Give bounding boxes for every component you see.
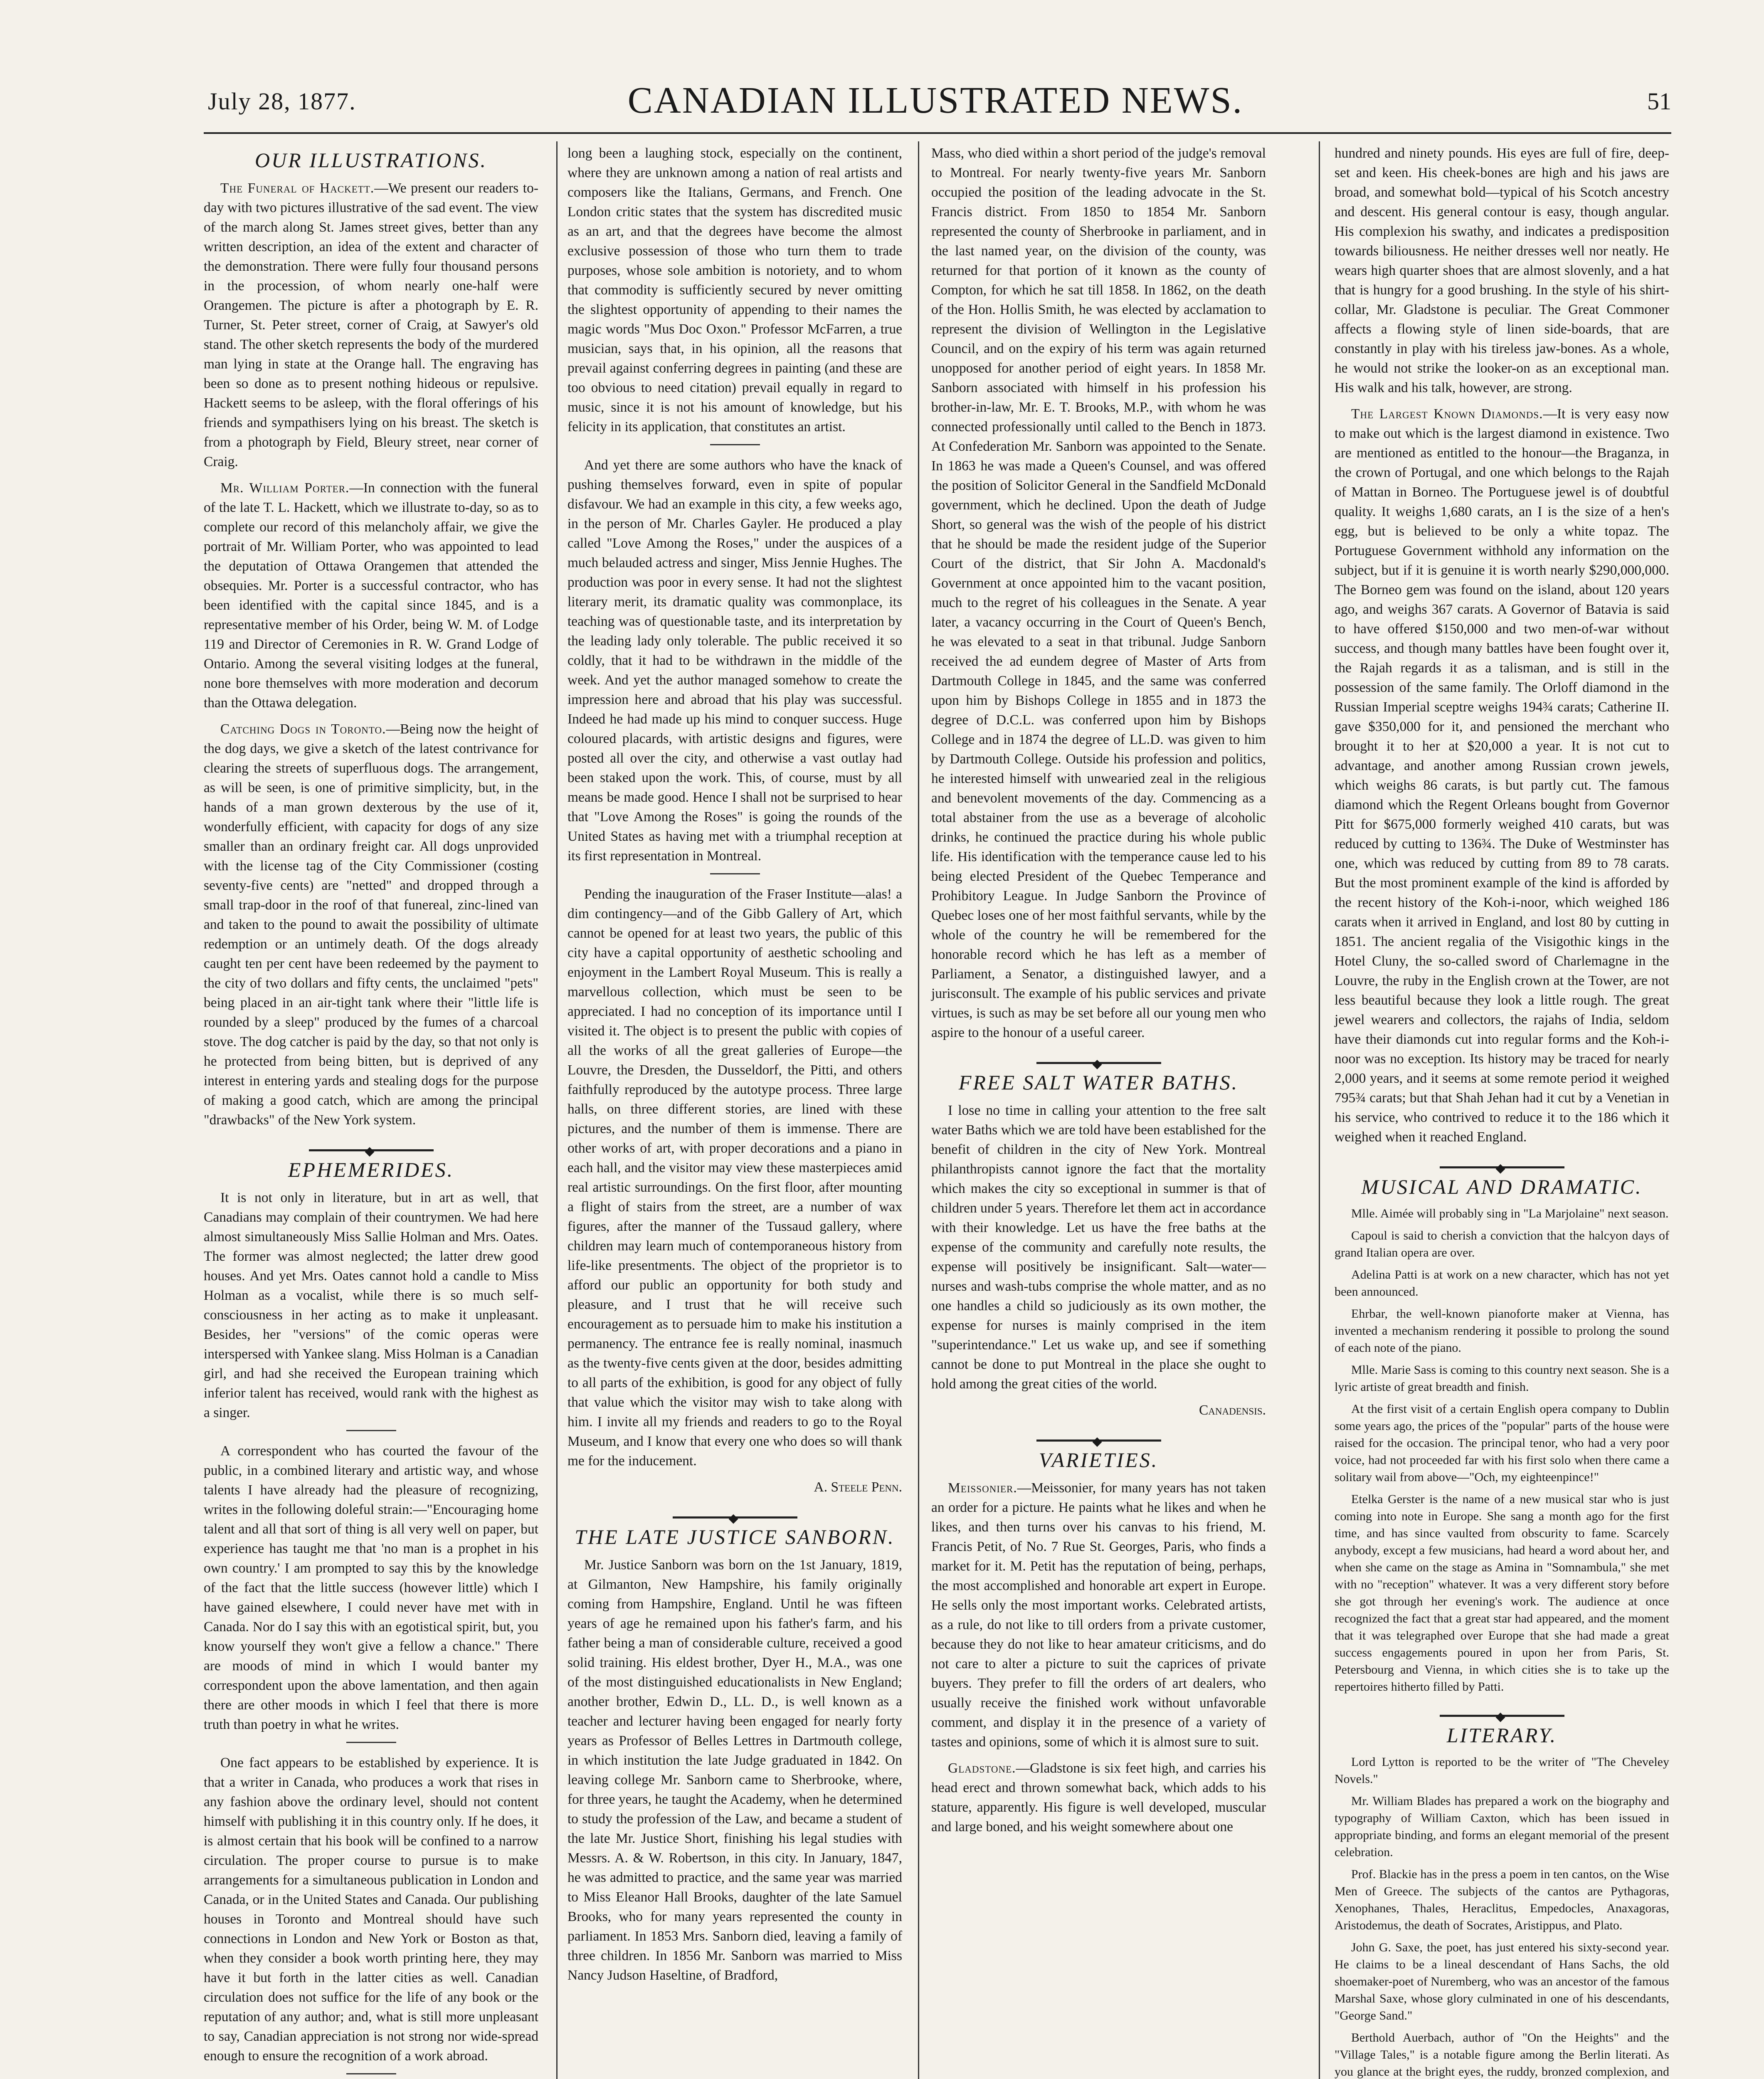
news-item: Adelina Patti is at work on a new character, which has not yet been announced. (1335, 1268, 1669, 1299)
run-in-head: Mr. William Porter. (220, 480, 350, 496)
news-item: Lord Lytton is reported to be the writer of "The Cheveley Novels." (1335, 1755, 1669, 1786)
section-heading-baths: FREE SALT WATER BATHS. (958, 1071, 1239, 1094)
column-3 (931, 143, 1266, 1843)
news-item: Mlle. Marie Sass is coming to this country next season. She is a lyric artiste of great breadth and finish. (1335, 1363, 1669, 1394)
news-item: Ehrbar, the well-known pianoforte maker at Vienna, has invented a mechanism rendering it possible to prolong the sound of each note of the piano. (1335, 1307, 1669, 1355)
news-item: Mr. William Blades has prepared a work on the biography and typography of William Caxton, which has been issued in appropriate binding, and forms an elegant memorial of the present celebration. (1335, 1794, 1669, 1859)
column-1 (204, 143, 538, 2079)
section-heading-literary: LITERARY. (1446, 1723, 1557, 1747)
section-heading-musical: MUSICAL AND DRAMATIC. (1361, 1175, 1643, 1198)
article-paragraph: And yet there are some authors who have the knack of pushing themselves forward, even in spite of popular disfavour. We had an example in this city, a few weeks ago, in the person of Mr. Charles Gayler. He produced a play called "Love Among the Roses," under the auspices of a much belauded actress and singer, Miss Jennie Hughes. The production was poor in every sense. It had not the slightest literary merit, its dramatic quality was commonplace, its teaching was of questionable taste, and its interpretation by the leading lady only tolerable. The public received it so coldly, that it had to be withdrawn in the middle of the week. And yet the author managed somehow to create the impression here and abroad that his play was successful. Indeed he had made up his mind to conquer success. Huge coloured placards, with artistic designs and figures, were posted all over the city, and otherwise a vast outlay had been staked upon the work. This, of course, must by all means be made good. Hence I shall not be surprised to hear that "Love Among the Roses" is going the rounds of the United States as having met with a triumphal reception at its first representation in Montreal. (567, 457, 902, 864)
article-paragraph: A correspondent who has courted the favour of the public, in a combined literary and artistic way, and whose talents I have already had the pleasure of recognizing, writes in the following doleful strain:—"Encouraging home talent and all that sort of thing is all very well on paper, but experience has taught me that 'no man is a prophet in his own country.' I am prompted to say this by the knowledge of the fact that the little success (however little) which I have gained elsewhere, I could never have met with in Canada. Nor do I say this with an egotistical spirit, but, you know yourself they won't give a fellow a chance." There are moods of mind in which I would banter my correspondent upon the above lamentation, and then again there are other moods in which I feel that there is more truth than poetry in what he writes. (204, 1443, 538, 1732)
short-rule (346, 2073, 396, 2074)
section-divider (204, 1139, 538, 1150)
column-rule (918, 141, 919, 2079)
article-paragraph: Gladstone.—Gladstone is six feet high, and carries his head erect and thrown somewhat back, which adds to his stature, apparently. His figure is well developed, muscular and large boned, and his weight somewhere about one (931, 1760, 1266, 1835)
author-signature: A. Steele Penn. (814, 1479, 902, 1495)
news-item: Etelka Gerster is the name of a new musical star who is just coming into note in Europe. She sang a month ago for the first time, and has since vaulted from obscurity to fame. Scarcely anybody, except a few musicians, had heard a word about her, and when she came on the stage as Amina in "Somnambula," she met with no "reception" whatever. It was a very different story before she got through her evening's work. The audience at once recognized the fact that a great star had appeared, and the moment that it was telegraphed over Europe that she had made a great success engagements poured in upon her from Paris, St. Petersbourg and Vienna, in which cities she is to take up the repertoires hitherto filled by Patti. (1335, 1492, 1669, 1694)
article-paragraph: Mass, who died within a short period of the judge's removal to Montreal. For nearly twenty-five years Mr. Sanborn occupied the position of the leading advocate in the St. Francis district. From 1850 to 1854 Mr. Sanborn represented the county of Sherbrooke in parliament, and in the last named year, on the division of the county, was returned for that portion of it known as the county of Compton, for which he sat till 1858. In 1862, on the death of the Hon. Hollis Smith, he was elected by acclamation to represent the division of Wellington in the Legislative Council, and on the expiry of his term was again returned unopposed for another period of eight years. In 1858 Mr. Sanborn associated with himself in his profession his brother-in-law, Mr. E. T. Brooks, M.P., with whom he was connected professionally until called to the Bench in 1873. At Confederation Mr. Sanborn was appointed to the Senate. In 1863 he was made a Queen's Counsel, and was offered the position of Solicitor General in the Sandfield McDonald government, which he declined. Upon the death of Judge Short, so general was the wish of the people of his district that he should be made the resident judge of the Superior Court of the district, that Sir John A. Macdonald's Government at once appointed him to the vacant position, much to the regret of his colleagues in the Senate. A year later, a vacancy occurring in the Court of Queen's Bench, he was elevated to a seat in that tribunal. Judge Sanborn received the ad eundem degree of Master of Arts from Dartmouth College in 1845, and the same was conferred upon him by Bishops College in 1855 and in 1873 the degree of D.C.L. was conferred upon him by Bishops College and in 1874 the degree of LL.D. was given to him by Dartmouth College. Outside his profession and politics, he interested himself with unwearied zeal in the religious and benevolent movements of the day. Commencing as a total abstainer from the use as a beverage of alcoholic drinks, he continued the practice during his whole public life. His identification with the temperance cause led to his being elected President of the Quebec Temperance and Prohibitory League. In Judge Sanborn the Province of Quebec loses one of her most faithful servants, while by the whole of the country he will be remembered for the honorable record which he has left as a member of Parliament, a Senator, a distinguished lawyer, and a jurisconsult. The example of his public services and private virtues, is such as may be set before all our young men who aspire to the honour of a useful career. (931, 146, 1266, 1040)
news-item: Berthold Auerbach, author of "On the Heights" and the "Village Tales," is a notable figure among the Berlin literati. As you glance at the bright eyes, the ruddy, bronzed complexion, and (1335, 2031, 1669, 2079)
news-item: Prof. Blackie has in the press a poem in ten cantos, on the Wise Men of Greece. The subjects of the cantos are Pythagoras, Xenophanes, Thales, Heraclitus, Empedocles, Anaxagoras, Aristodemus, the death of Socrates, Aristippus, and Plato. (1335, 1867, 1669, 1932)
article-paragraph: hundred and ninety pounds. His eyes are full of fire, deep-set and keen. His cheek-bones are high and his jaws are broad, and somewhat bold—typical of his Scotch ancestry and descent. His general contour is easy, though angular. His complexion his swathy, and indicates a predisposition towards biliousness. He neither dresses well nor neatly. He wears high quarter shoes that are almost slovenly, and a hat that is hungry for a good brushing. In the style of his shirt-collar, Mr. Gladstone is peculiar. The Great Commoner affects a flowing style of linen side-boards, that are constantly in play with his tireless jaw-bones. As a whole, he would not strike the looker-on as an exceptional man. His walk and his talk, however, are strong. (1335, 146, 1669, 395)
issue-date: July 28, 1877. (208, 88, 356, 115)
article-paragraph: The Largest Known Diamonds.—It is very easy now to make out which is the largest diamond in existence. Two are mentioned as entitled to the honour—the Braganza, in the crown of Portugal, and one which belongs to the Rajah of Mattan in Borneo. The Portuguese jewel is of doubtful quality. It weighs 1,680 carats, an I is the size of a hen's egg, but is believed to be only a white topaz. The Portuguese Government withhold any information on the subject, but if it is genuine it is worth nearly $290,000,000. The Borneo gem was found on the island, about 120 years ago, and weighs 367 carats. A Governor of Batavia is said to have offered $150,000 and two men-of-war without success, and though many battles have been fought over it, the Rajah regards it as a talisman, and is still in the possession of the same family. The Orloff diamond in the Russian Imperial sceptre weighs 194¾ carats; Catherine II. gave $350,000 for it, and pensioned the merchant who brought it to her at $20,000 a year. It is not cut to advantage, and another among Russian crown jewels, which weighs 86 carats, is but partly cut. The famous diamond which the Regent Orleans bought from Governor Pitt for $675,000 formerly weighed 410 carats, but was reduced by cutting to 136¾. The Duke of Westminster has one, which was reduced by cutting from 89 to 78 carats. But the most prominent example of the kind is afforded by the recent history of the Koh-i-noor, which weighed 186 carats when it arrived in England, and lost 80 by cutting in 1851. The ancient regalia of the Visigothic kings in the Hotel Cluny, the so-called sword of Charlemagne in the Louvre, the ruby in the English crown at the Tower, are not less beautiful because they look a little rough. The great jewel wearers and collectors, the rajahs of India, seldom have their diamonds cut into regular forms and the Koh-i-noor was no exception. Its history may be traced for nearly 2,000 years, and it seems at some remote period it weighed 795¾ carats; but that Shah Jehan had it cut by a Venetian in his service, who contrived to reduce it to the 186 which it weighed when it reached England. (1335, 406, 1669, 1145)
masthead-rule (204, 132, 1671, 134)
news-item: At the first visit of a certain English opera company to Dublin some years ago, the prices of the "popular" parts of the house were raised for the occasion. The principal tenor, who had a very poor voice, had not proceeded far with his first solo when there came a solitary wail from above—"Och, my eighteenpince!" (1335, 1402, 1669, 1484)
news-item: Capoul is said to cherish a conviction that the halcyon days of grand Italian opera are over. (1335, 1229, 1669, 1259)
section-divider (931, 1052, 1266, 1062)
literary-items (1335, 1753, 1669, 2079)
run-in-head: The Funeral of Hackett. (220, 180, 375, 196)
column-4 (1335, 143, 1669, 2079)
run-in-head: Catching Dogs in Toronto. (220, 721, 386, 737)
short-rule (710, 444, 760, 445)
column-rule (556, 141, 558, 2079)
short-rule (346, 1742, 396, 1743)
musical-items (1335, 1205, 1669, 1695)
masthead (200, 79, 1671, 125)
article-paragraph: The Funeral of Hackett.—We present our readers to-day with two pictures illustrative of the sad event. The view of the march along St. James street gives, better than any written description, an idea of the extent and character of the demonstration. There were fully four thousand persons in the procession, of whom nearly one-half were Orangemen. The picture is after a photograph by E. R. Turner, St. Peter street, corner of Craig, at Sawyer's old stand. The other sketch represents the body of the murdered man lying in state at the Orange hall. The engraving has been so done as to present nothing hideous or repulsive. Hackett seems to be asleep, with the floral offerings of his friends and sympathisers lying on his breast. The sketch is from a photograph by Field, Bleury street, near corner of Craig. (204, 180, 538, 469)
section-heading-varieties: VARIETIES. (1039, 1448, 1159, 1472)
section-divider (1335, 1704, 1669, 1715)
article-paragraph: Mr. William Porter.—In connection with the funeral of the late T. L. Hackett, which we illustrate to-day, so as to complete our record of this melancholy affair, we give the portrait of Mr. William Porter, who was appointed to lead the deputation of Ottawa Orangemen that attended the obsequies. Mr. Porter is a successful contractor, who has been identified with the capital since 1845, and is a representative member of his Order, being W. M. of Lodge 119 and Director of Ceremonies in R. W. Grand Lodge of Ontario. Among the several visiting lodges at the funeral, none bore themselves with more moderation and decorum than the Ottawa delegation. (204, 480, 538, 711)
article-paragraph: Meissonier.—Meissonier, for many years has not taken an order for a picture. He paints what he likes and when he likes, and then turns over his canvas to his friend, M. Francis Petit, of No. 7 Rue St. Georges, Paris, who finds a market for it. M. Petit has the reputation of being, perhaps, the most accomplished and honorable art expert in Europe. He sells only the most important works. Celebrated artists, as a rule, do not like to till orders from a private customer, because they do not like to hear amateur criticisms, and do not care to alter a picture to suit the caprices of private buyers. They prefer to fill the orders of art dealers, who usually receive the finished work without unfavorable comment, and display it in the presence of a variety of tastes and opinions, some of which it is almost sure to suit. (931, 1480, 1266, 1750)
article-paragraph: I lose no time in calling your attention to the free salt water Baths which we are told have been established for the benefit of children in the city of New York. Montreal philanthropists cannot ignore the fact that the mortality which makes the city so exceptional in summer is that of children under 5 years. Therefore let them act in accordance with their knowledge. Let us have the free baths at the expense of the community and carefully note results, the expense will positively be insignificant. Salt—water—nurses and wash-tubs comprise the whole matter, and as no one handles a child so judiciously as its own mother, the expense for nurses is mainly comprised in the item "superintendance." Let us wake up, and see if something cannot be done to put Montreal in the place she ought to hold among the great cities of the world. (931, 1103, 1266, 1392)
article-paragraph: Pending the inauguration of the Fraser Institute—alas! a dim contingency—and of the Gibb Gallery of Art, which cannot be opened for at least two years, the public of this city have a capital opportunity of aesthetic schooling and enjoyment in the Lambert Royal Museum. This is really a marvellous collection, which must be seen to be appreciated. I had no conception of its importance until I visited it. The object is to present the public with copies of all the works of all the great galleries of Europe—the Louvre, the Dresden, the Dusseldorf, the Pitti, and others faithfully reproduced by the autotype process. Three large halls, on three different stories, are lined with these pictures, and the number of them is immense. There are other works of art, with proper decorations and a piano in each hall, and the visitor may view these masterpieces amid real artistic surroundings. On the first floor, after mounting a flight of stairs from the street, are a number of wax figures, after the manner of the Tussaud gallery, where children may learn much of contemporaneous history from life-like presentments. The object of the proprietor is to afford our public an opportunity for both study and pleasure, and I trust that he will receive such encouragement as to persuade him to make his institution a permanency. The entrance fee is really nominal, inasmuch as the twenty-five cents given at the door, besides admitting to all parts of the exhibition, is good for any object of fully that value which the visitor may wish to take along with him. I invite all my friends and readers to go to the Royal Museum, and I know that every one who does so will thank me for the inducement. (567, 886, 902, 1469)
news-item: John G. Saxe, the poet, has just entered his sixty-second year. He claims to be a lineal descendant of Hans Sachs, the old shoemaker-poet of Nuremberg, who was an ancestor of the famous Marshal Saxe, whose glory culminated in one of his descendants, "George Sand." (1335, 1941, 1669, 2022)
article-paragraph: Mr. Justice Sanborn was born on the 1st January, 1819, at Gilmanton, New Hampshire, his family originally coming from Hampshire, England. Until he was fifteen years of age he remained upon his father's farm, and his father being a man of considerable culture, received a good solid training. His eldest brother, Dyer H., M.A., was one of the most distinguished educationalists in New England; another brother, Edwin D., LL. D., is well known as a teacher and lecturer having been engaged for nearly forty years as Professor of Belles Lettres in Dartmouth college, in which institution the late Judge graduated in 1842. On leaving college Mr. Sanborn came to Sherbrooke, where, for three years, he taught the Academy, when he determined to study the profession of the Law, and became a student of the late Mr. Justice Short, finishing his legal studies with Messrs. A. & W. Robertson, in this city. In January, 1847, he was admitted to practice, and the same year was married to Miss Eleanor Hall Brooks, daughter of the late Samuel Brooks, who for many years represented the county in parliament. In 1853 Mrs. Sanborn died, leaving a family of three children. In 1856 Mr. Sanborn was married to Miss Nancy Judson Haseltine, of Bradford, (567, 1557, 902, 1983)
section-heading-sanborn: THE LATE JUSTICE SANBORN. (575, 1525, 895, 1548)
section-divider (567, 1506, 902, 1517)
run-in-head: Meissonier. (948, 1480, 1017, 1496)
short-rule (710, 873, 760, 874)
article-paragraph: long been a laughing stock, especially on the continent, where they are unknown among a nation of real artists and composers like the Italians, Germans, and French. One London critic states that the system has discredited music as an art, and that the degrees have become the almost exclusive possession of those who turn them to trade purposes, whose sole ambition is notoriety, and to whom that commodity is sufficiently secured by never omitting the slightest opportunity of appending to their names the magic words "Mus Doc Oxon." Professor McFarren, a true musician, says that, in his opinion, all the reasons that prevail against conferring degrees in painting (and these are too obvious to need citation) prevail equally in regard to music, since it is not his amount of knowledge, but his felicity in its application, that constitutes an artist. (567, 146, 902, 435)
article-paragraph: Catching Dogs in Toronto.—Being now the height of the dog days, we give a sketch of the latest contrivance for clearing the streets of superfluous dogs. The arrangement, as will be seen, is one of primitive simplicity, but, in the hands of a man grown dexterous by the use of it, wonderfully efficient, with capacity for dogs of any size smaller than an ordinary freight car. All dogs unprovided with the license tag of the City Commissioner (costing seventy-five cents) are "netted" and dropped through a small trap-door in the roof of that funereal, zinc-lined van and taken to the pound to await the possibility of ultimate redemption or an untimely death. Of the dogs already caught ten per cent have been redeemed by the payment to the city of two dollars and fifty cents, the unclaimed "pets" being placed in an air-tight tank where their "little life is rounded by a sleep" produced by the fumes of a charcoal stove. The dog catcher is paid by the day, so that not only is he protected from being bitten, but is deprived of any interest in entering yards and stealing dogs for the purpose of making a good catch, which are among the principal "drawbacks" of the New York system. (204, 721, 538, 1128)
news-item: Mlle. Aimée will probably sing in "La Marjolaine" next season. (1351, 1207, 1669, 1220)
run-in-head: The Largest Known Diamonds. (1351, 406, 1543, 422)
section-divider (1335, 1156, 1669, 1167)
newspaper-title: CANADIAN ILLUSTRATED NEWS. (627, 80, 1243, 121)
section-heading-ephemerides: EPHEMERIDES. (288, 1158, 454, 1181)
article-paragraph: It is not only in literature, but in art as well, that Canadians may complain of their countrymen. We had here almost simultaneously Miss Sallie Holman and Mrs. Oates. The former was almost neglected; the latter drew good houses. And yet Mrs. Oates cannot hold a candle to Miss Holman as a vocalist, while there is so much self-consciousness in her acting as to make it unpleasant. Besides, her "versions" of the comic operas were interspersed with Yankee slang. Miss Holman is a Canadian girl, and had she received the European training which inferior talent has received, would rank with the highest as a singer. (204, 1190, 538, 1420)
short-rule (346, 1430, 396, 1431)
run-in-head: Gladstone. (948, 1760, 1016, 1776)
section-heading-illustrations: OUR ILLUSTRATIONS. (254, 148, 488, 172)
author-signature: Canadensis. (1199, 1402, 1266, 1418)
column-rule (1319, 141, 1320, 2079)
page-number: 51 (1647, 88, 1671, 115)
column-2 (567, 143, 902, 1992)
section-divider (931, 1429, 1266, 1440)
article-paragraph: One fact appears to be established by experience. It is that a writer in Canada, who produces a work that rises in any fashion above the ordinary level, should not content himself with publishing it in this country only. If he does, it is almost certain that his book will be confined to a narrow circulation. The proper course to pursue is to make arrangements for a simultaneous publication in London and Canada, or in the United States and Canada. Our publishing houses in Toronto and Montreal should have such connections in London and New York or Boston as that, when they consider a book worth printing here, they may have it but forth in the latter cities as well. Canadian circulation does not suffice for the life of any book or the reputation of any author; and, what is still more unpleasant to say, Canadian appreciation is not strong nor wide-spread enough to ensure the recognition of a work abroad. (204, 1755, 538, 2064)
